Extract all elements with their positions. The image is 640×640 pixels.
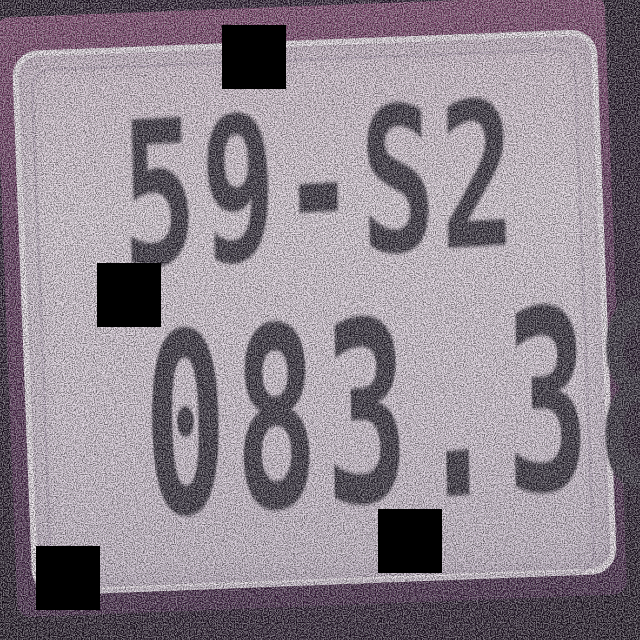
occluder-block-bottom-right bbox=[378, 509, 442, 573]
occluder-block-left bbox=[97, 263, 161, 327]
occluder-block-bottom-left bbox=[36, 546, 100, 610]
occluder-block-top bbox=[222, 25, 286, 89]
